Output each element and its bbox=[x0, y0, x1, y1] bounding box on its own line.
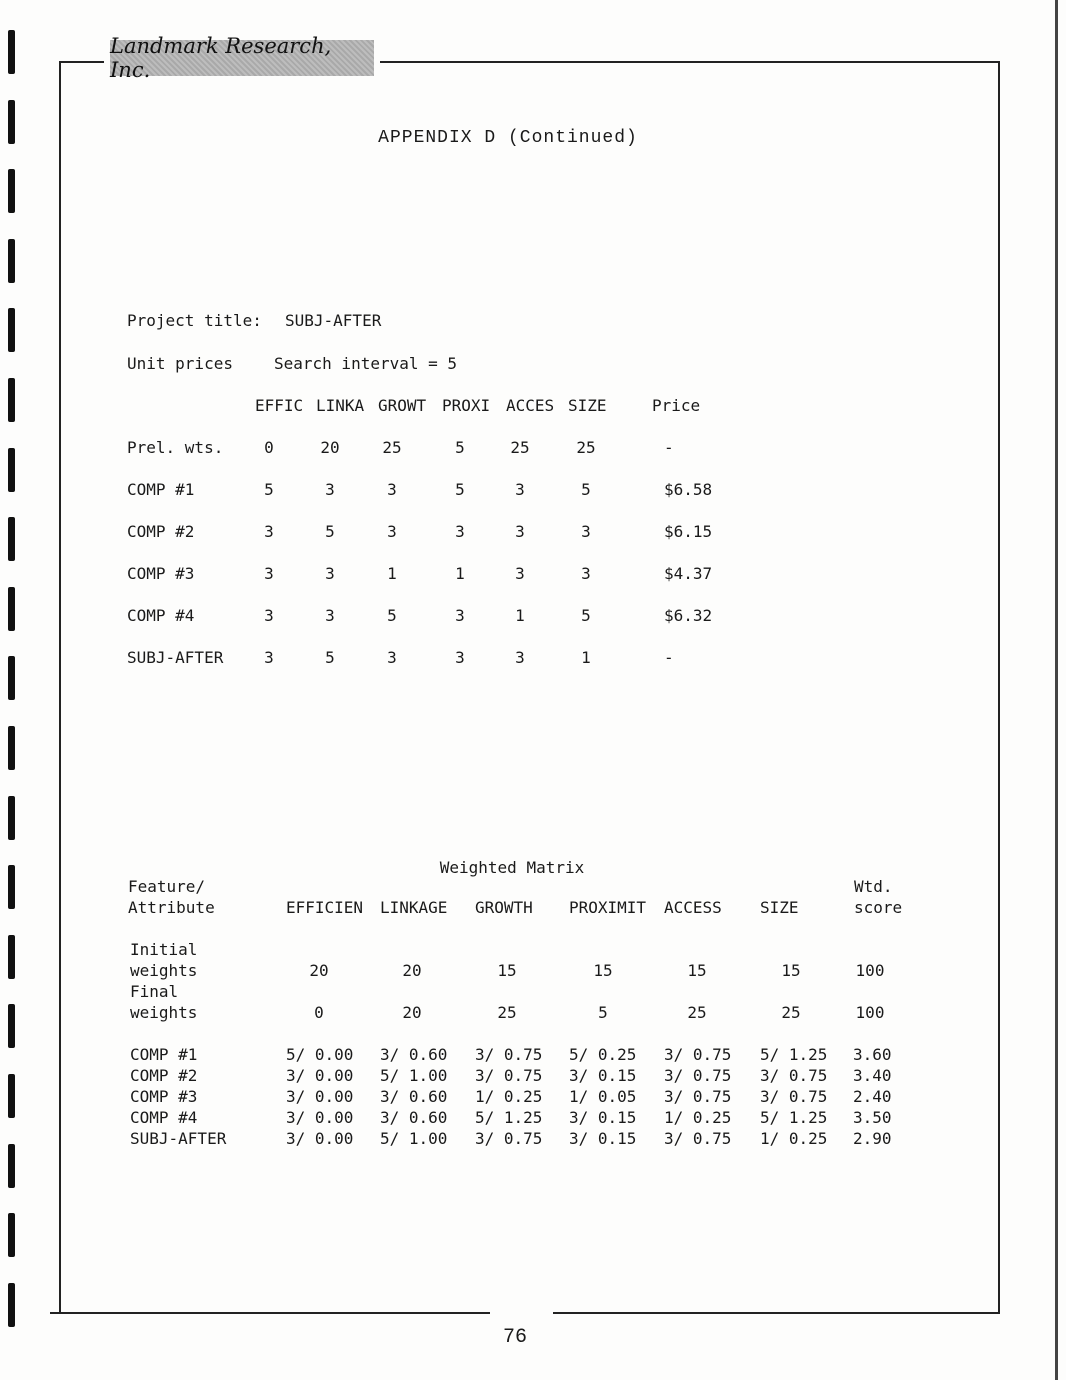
matrix-cell: 3/ 0.75 bbox=[664, 1087, 732, 1106]
unit-cell: 3 bbox=[455, 648, 465, 667]
unit-row-label: COMP #4 bbox=[127, 606, 195, 625]
matrix-cell: 3/ 0.75 bbox=[664, 1066, 732, 1085]
binder-hole bbox=[8, 796, 15, 840]
matrix-row-label: COMP #2 bbox=[130, 1066, 198, 1085]
matrix-cell: 1/ 0.25 bbox=[475, 1087, 543, 1106]
binder-hole bbox=[8, 587, 15, 631]
score-header-line1: Wtd. bbox=[854, 877, 893, 896]
unit-cell: 3 bbox=[264, 648, 274, 667]
feature-header-line1: Feature/ bbox=[128, 877, 206, 896]
matrix-cell: 5/ 0.25 bbox=[569, 1045, 637, 1064]
final-weights-label-1: Final bbox=[130, 982, 179, 1001]
unit-cell: 25 bbox=[576, 438, 596, 457]
matrix-cell: 3/ 0.75 bbox=[664, 1129, 732, 1148]
unit-col-header: PROXI bbox=[442, 396, 491, 415]
binder-hole bbox=[8, 656, 15, 700]
final-weight: 20 bbox=[402, 1003, 422, 1022]
weighted-matrix-title: Weighted Matrix bbox=[439, 858, 585, 877]
matrix-col-header: GROWTH bbox=[475, 898, 533, 917]
matrix-cell: 3/ 0.00 bbox=[286, 1108, 354, 1127]
matrix-row-label: COMP #3 bbox=[130, 1087, 198, 1106]
unit-col-header: GROWT bbox=[378, 396, 427, 415]
unit-cell: 20 bbox=[320, 438, 340, 457]
unit-col-header: LINKA bbox=[316, 396, 365, 415]
company-logo bbox=[110, 34, 374, 82]
score-header-line2: score bbox=[854, 898, 903, 917]
frame-bottom-left bbox=[50, 1312, 490, 1314]
final-weight: 25 bbox=[687, 1003, 707, 1022]
matrix-cell: 3/ 0.75 bbox=[760, 1066, 828, 1085]
unit-cell: 1 bbox=[581, 648, 591, 667]
matrix-cell: 3/ 0.00 bbox=[286, 1066, 354, 1085]
unit-cell: 1 bbox=[455, 564, 465, 583]
binder-hole bbox=[8, 935, 15, 979]
matrix-cell: 5/ 0.00 bbox=[286, 1045, 354, 1064]
frame-right bbox=[998, 61, 1000, 1313]
unit-row-label: SUBJ-AFTER bbox=[127, 648, 224, 667]
unit-cell: 3 bbox=[264, 564, 274, 583]
page-number: 76 bbox=[503, 1326, 528, 1349]
unit-cell: 0 bbox=[264, 438, 274, 457]
binder-hole bbox=[8, 308, 15, 352]
matrix-score: 3.40 bbox=[853, 1066, 892, 1085]
unit-cell: 5 bbox=[325, 648, 335, 667]
initial-weight: 20 bbox=[402, 961, 422, 980]
unit-cell: 5 bbox=[581, 606, 591, 625]
unit-cell: 5 bbox=[455, 438, 465, 457]
unit-cell: 5 bbox=[581, 480, 591, 499]
matrix-cell: 1/ 0.05 bbox=[569, 1087, 637, 1106]
binder-hole bbox=[8, 30, 15, 74]
binder-hole bbox=[8, 1213, 15, 1257]
unit-row-label: COMP #2 bbox=[127, 522, 195, 541]
unit-cell: 3 bbox=[515, 648, 525, 667]
matrix-col-header: EFFICIEN bbox=[286, 898, 364, 917]
matrix-cell: 3/ 0.00 bbox=[286, 1087, 354, 1106]
unit-cell: 3 bbox=[325, 564, 335, 583]
unit-cell: 3 bbox=[387, 522, 397, 541]
matrix-cell: 3/ 0.60 bbox=[380, 1087, 448, 1106]
matrix-col-header: LINKAGE bbox=[380, 898, 448, 917]
price-header: Price bbox=[652, 396, 701, 415]
matrix-cell: 3/ 0.75 bbox=[475, 1129, 543, 1148]
initial-weight: 15 bbox=[497, 961, 517, 980]
binder-hole bbox=[8, 865, 15, 909]
matrix-cell: 3/ 0.60 bbox=[380, 1108, 448, 1127]
initial-weights-label-2: weights bbox=[130, 961, 198, 980]
unit-cell: 5 bbox=[325, 522, 335, 541]
initial-score: 100 bbox=[855, 961, 885, 980]
initial-weight: 15 bbox=[687, 961, 707, 980]
project-title-label: Project title: bbox=[127, 311, 262, 330]
matrix-cell: 5/ 1.25 bbox=[760, 1108, 828, 1127]
binder-hole bbox=[8, 1074, 15, 1118]
unit-price: $6.58 bbox=[664, 480, 713, 499]
matrix-row-label: SUBJ-AFTER bbox=[130, 1129, 227, 1148]
initial-weight: 20 bbox=[309, 961, 329, 980]
unit-cell: 3 bbox=[455, 522, 465, 541]
binder-holes bbox=[8, 30, 24, 1350]
unit-cell: 25 bbox=[382, 438, 402, 457]
unit-cell: 3 bbox=[264, 522, 274, 541]
matrix-cell: 5/ 1.25 bbox=[760, 1045, 828, 1064]
initial-weight: 15 bbox=[781, 961, 801, 980]
unit-cell: 5 bbox=[264, 480, 274, 499]
unit-cell: 3 bbox=[515, 522, 525, 541]
search-interval: Search interval = 5 bbox=[274, 354, 458, 373]
matrix-cell: 3/ 0.60 bbox=[380, 1045, 448, 1064]
frame-top-left bbox=[60, 61, 104, 63]
unit-cell: 3 bbox=[515, 564, 525, 583]
unit-cell: 1 bbox=[515, 606, 525, 625]
matrix-cell: 1/ 0.25 bbox=[760, 1129, 828, 1148]
logo-text: Landmark Research, Inc. bbox=[110, 34, 332, 82]
unit-price: $6.32 bbox=[664, 606, 713, 625]
final-weight: 25 bbox=[497, 1003, 517, 1022]
unit-price: - bbox=[664, 648, 674, 667]
unit-cell: 3 bbox=[325, 606, 335, 625]
unit-col-header: EFFIC bbox=[255, 396, 304, 415]
unit-cell: 5 bbox=[387, 606, 397, 625]
page-edge bbox=[1055, 0, 1058, 1380]
frame-left bbox=[59, 61, 61, 1313]
unit-price: $6.15 bbox=[664, 522, 713, 541]
unit-cell: 3 bbox=[387, 480, 397, 499]
matrix-score: 2.40 bbox=[853, 1087, 892, 1106]
matrix-cell: 3/ 0.75 bbox=[475, 1066, 543, 1085]
frame-bottom-right bbox=[553, 1312, 1000, 1314]
binder-hole bbox=[8, 1283, 15, 1327]
feature-header-line2: Attribute bbox=[128, 898, 215, 917]
initial-weights-label-1: Initial bbox=[130, 940, 198, 959]
binder-hole bbox=[8, 169, 15, 213]
unit-col-header: ACCES bbox=[506, 396, 555, 415]
matrix-cell: 5/ 1.25 bbox=[475, 1108, 543, 1127]
matrix-row-label: COMP #4 bbox=[130, 1108, 198, 1127]
binder-hole bbox=[8, 448, 15, 492]
binder-hole bbox=[8, 726, 15, 770]
unit-cell: 3 bbox=[264, 606, 274, 625]
matrix-row-label: COMP #1 bbox=[130, 1045, 198, 1064]
unit-cell: 3 bbox=[455, 606, 465, 625]
matrix-cell: 3/ 0.15 bbox=[569, 1108, 637, 1127]
unit-row-label: COMP #3 bbox=[127, 564, 195, 583]
unit-prices-label: Unit prices bbox=[127, 354, 233, 373]
binder-hole bbox=[8, 1004, 15, 1048]
frame-top-right bbox=[380, 61, 1000, 63]
matrix-cell: 3/ 0.75 bbox=[760, 1087, 828, 1106]
unit-price: - bbox=[664, 438, 674, 457]
matrix-col-header: SIZE bbox=[760, 898, 799, 917]
unit-cell: 3 bbox=[325, 480, 335, 499]
binder-hole bbox=[8, 1144, 15, 1188]
final-weights-label-2: weights bbox=[130, 1003, 198, 1022]
project-title-value: SUBJ-AFTER bbox=[285, 311, 382, 330]
binder-hole bbox=[8, 517, 15, 561]
matrix-col-header: PROXIMIT bbox=[569, 898, 647, 917]
matrix-cell: 1/ 0.25 bbox=[664, 1108, 732, 1127]
matrix-cell: 5/ 1.00 bbox=[380, 1066, 448, 1085]
final-score: 100 bbox=[855, 1003, 885, 1022]
matrix-col-header: ACCESS bbox=[664, 898, 722, 917]
matrix-cell: 3/ 0.75 bbox=[475, 1045, 543, 1064]
unit-cell: 25 bbox=[510, 438, 530, 457]
unit-cell: 5 bbox=[455, 480, 465, 499]
matrix-cell: 3/ 0.15 bbox=[569, 1129, 637, 1148]
binder-hole bbox=[8, 378, 15, 422]
unit-cell: 3 bbox=[581, 522, 591, 541]
unit-cell: 3 bbox=[387, 648, 397, 667]
unit-row-label: COMP #1 bbox=[127, 480, 195, 499]
final-weight: 25 bbox=[781, 1003, 801, 1022]
unit-cell: 1 bbox=[387, 564, 397, 583]
final-weight: 5 bbox=[598, 1003, 608, 1022]
matrix-score: 3.60 bbox=[853, 1045, 892, 1064]
final-weight: 0 bbox=[314, 1003, 324, 1022]
binder-hole bbox=[8, 239, 15, 283]
matrix-cell: 3/ 0.15 bbox=[569, 1066, 637, 1085]
unit-price: $4.37 bbox=[664, 564, 713, 583]
matrix-cell: 3/ 0.75 bbox=[664, 1045, 732, 1064]
unit-cell: 3 bbox=[581, 564, 591, 583]
matrix-score: 3.50 bbox=[853, 1108, 892, 1127]
unit-row-label: Prel. wts. bbox=[127, 438, 224, 457]
matrix-cell: 5/ 1.00 bbox=[380, 1129, 448, 1148]
unit-col-header: SIZE bbox=[568, 396, 607, 415]
matrix-cell: 3/ 0.00 bbox=[286, 1129, 354, 1148]
page-heading: APPENDIX D (Continued) bbox=[378, 128, 638, 148]
initial-weight: 15 bbox=[593, 961, 613, 980]
matrix-score: 2.90 bbox=[853, 1129, 892, 1148]
unit-cell: 3 bbox=[515, 480, 525, 499]
